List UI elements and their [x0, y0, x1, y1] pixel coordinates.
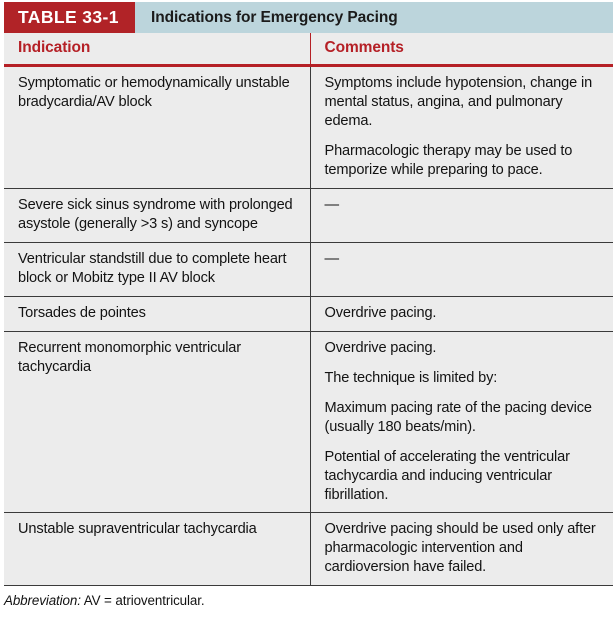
comment-paragraph: Overdrive pacing should be used only after pharmacologic intervention and cardioversion have failed. — [324, 521, 596, 576]
indication-text: Torsades de pointes — [18, 304, 146, 321]
indication-text: Symptomatic or hemodynamically unstable bradycardia/AV block — [18, 75, 290, 110]
table-figure — [0, 2, 613, 634]
table-row — [4, 188, 613, 242]
comment-paragraph: Maximum pacing rate of the pacing device (usually 180 beats/min). — [324, 399, 592, 435]
cell-comments — [310, 513, 613, 586]
comment-paragraph: Potential of accelerating the ventricular tachycardia and inducing ventricular fibrillation. — [324, 448, 570, 503]
table-footnote — [4, 593, 613, 608]
comment-empty-dash: — — [324, 250, 339, 267]
table-row — [4, 331, 613, 513]
table-number-badge: TABLE 33-1 — [4, 2, 135, 33]
cell-indication — [4, 66, 310, 189]
table-row — [4, 513, 613, 586]
column-header-indication: Indication — [4, 33, 310, 66]
comment-paragraph: The technique is limited by: — [324, 369, 498, 386]
cell-comments — [310, 66, 613, 189]
indications-table — [4, 33, 613, 586]
cell-indication — [4, 331, 310, 513]
indication-text: Unstable supraventricular tachycardia — [18, 521, 257, 538]
table-title-bar — [4, 2, 613, 33]
comment-paragraph: Pharmacologic therapy may be used to temporize while preparing to pace. — [324, 142, 573, 178]
indication-text: Ventricular standstill due to complete heart block or Mobitz type II AV block — [18, 250, 287, 286]
indication-text: Severe sick sinus syndrome with prolonged asystole (generally >3 s) and syncope — [18, 196, 293, 232]
table-row — [4, 242, 613, 296]
cell-comments — [310, 331, 613, 513]
cell-comments — [310, 242, 613, 296]
comment-paragraph: Overdrive pacing. — [324, 339, 437, 356]
cell-comments — [310, 188, 613, 242]
column-header-comments: Comments — [310, 33, 613, 66]
cell-indication — [4, 296, 310, 331]
comment-paragraph: Overdrive pacing. — [324, 304, 437, 321]
table-row — [4, 296, 613, 331]
cell-indication — [4, 513, 310, 586]
cell-indication — [4, 188, 310, 242]
table-row — [4, 66, 613, 189]
footnote-text: AV = atrioventricular. — [80, 593, 205, 609]
cell-comments — [310, 296, 613, 331]
cell-indication — [4, 242, 310, 296]
footnote-label: Abbreviation: — [4, 593, 81, 609]
comment-empty-dash: — — [324, 196, 339, 213]
table-head — [4, 33, 613, 66]
header-row — [4, 33, 613, 66]
comment-paragraph: Symptoms include hypotension, change in mental status, angina, and pulmonary edema. — [324, 75, 593, 129]
indication-text: Recurrent monomorphic ventricular tachycardia — [18, 339, 241, 375]
table-title: Indications for Emergency Pacing — [151, 8, 398, 26]
table-body — [4, 66, 613, 586]
